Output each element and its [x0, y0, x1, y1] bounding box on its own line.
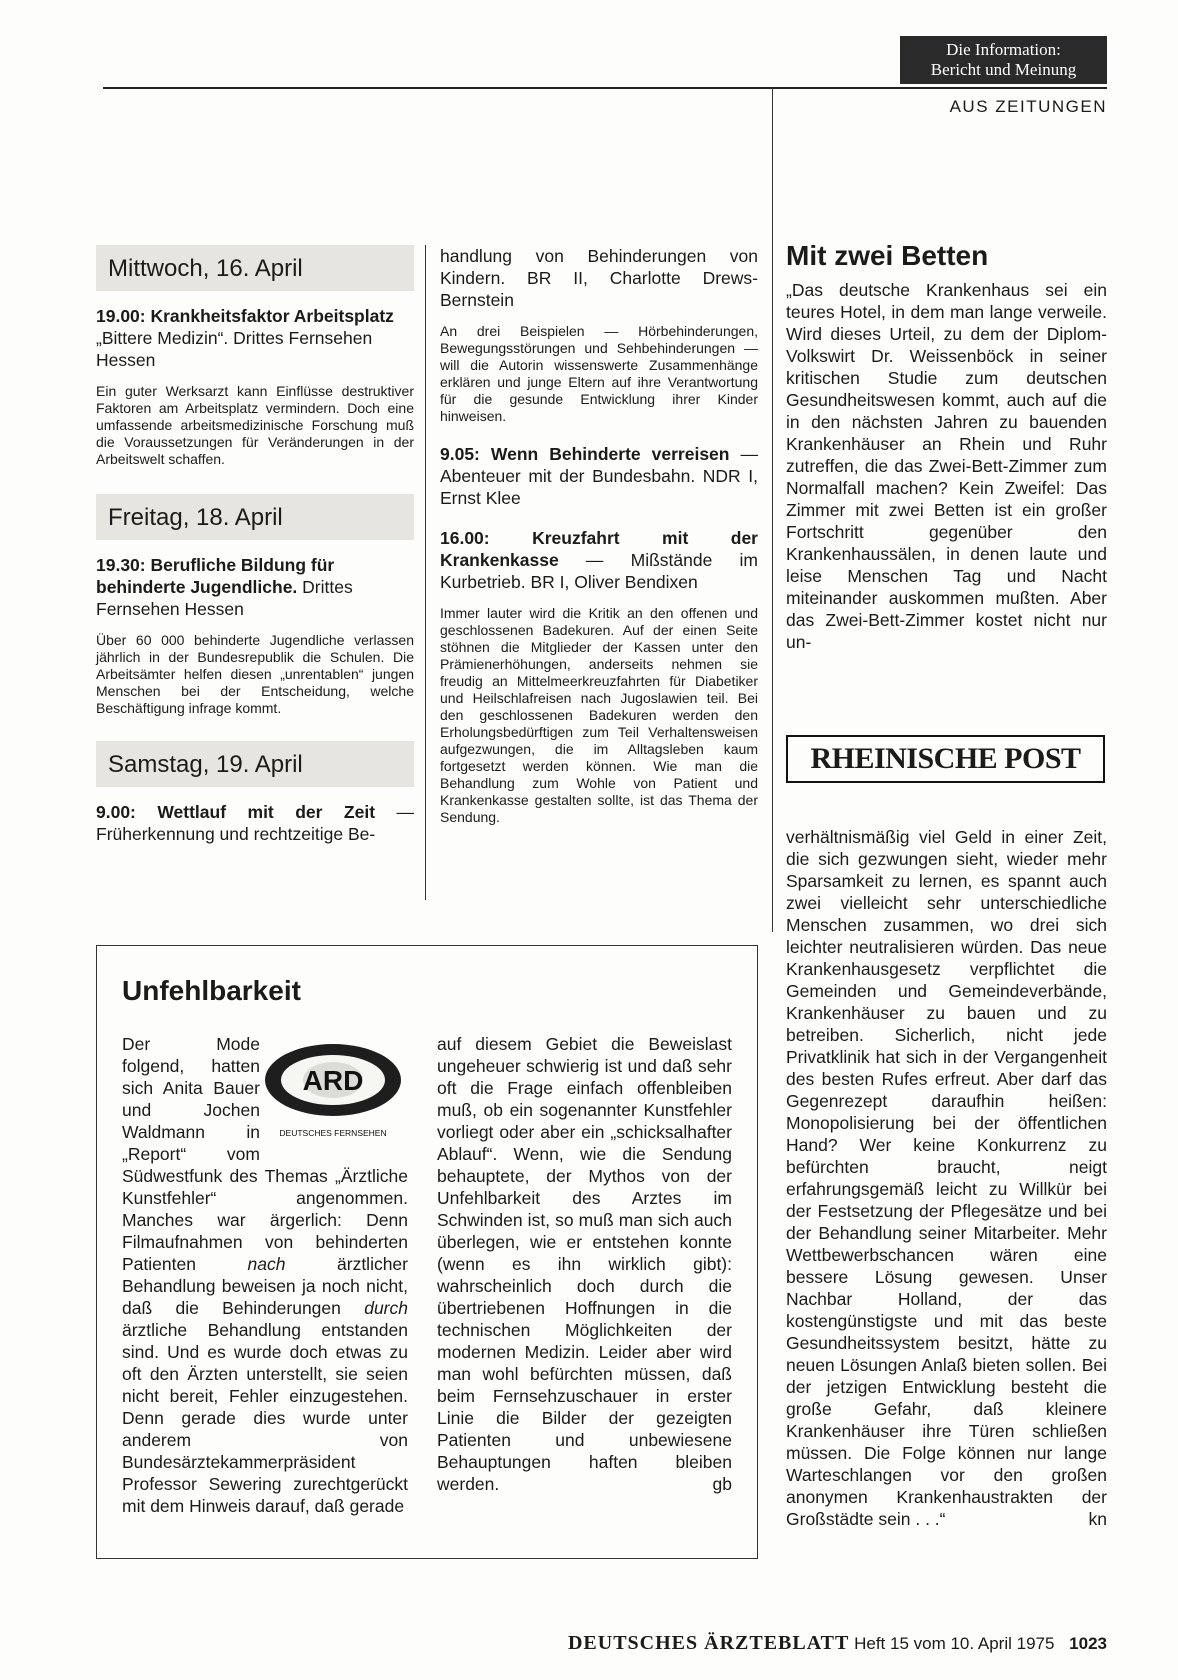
body-text-italic: nach: [247, 1254, 286, 1274]
body-text-italic: durch: [364, 1298, 408, 1318]
day-heading: Freitag, 18. April: [96, 494, 414, 540]
betten-article: [786, 240, 1107, 653]
body-text: ärztlicher Behandlung beweisen ja noch nicht, daß die Behinderungen: [122, 1254, 408, 1318]
column-divider-top: [772, 87, 773, 932]
logo-float-space: [260, 1033, 408, 1155]
day-heading: Mittwoch, 16. April: [96, 245, 414, 291]
rheinische-post-logo: RHEINISCHE POST: [786, 735, 1105, 783]
tv-entry-time-title: 19.30: Berufliche Bildung für behinderte Jugendliche.: [96, 555, 335, 597]
article-signature: gb: [712, 1474, 732, 1494]
tv-entry-time-title: 16.00: Kreuzfahrt mit der Krankenkasse: [440, 528, 758, 570]
ard-logo-text: ARD: [302, 1065, 364, 1096]
header-box: [900, 36, 1107, 84]
header-box-line2: Bericht und Meinung: [930, 60, 1077, 79]
tv-entry-channel: — Mißstände im Kurbetrieb. BR I, Oliver Bendixen: [440, 550, 758, 592]
article-body-part1: „Das deutsche Krankenhaus sei ein teures Hotel, in dem man lange verweile. Wird dieses Urteil, zu dem der Diplom-Volkswirt Dr. Weissenböck in seiner kritischen Studie zum deutschen Gesundheitswesen kommt, auch auf die in den nächsten Jahren zu bauenden Krankenhäuser an Rhein und Ruhr zutreffen, die das Zwei-Bett-Zimmer zum Normalfall machen? Kein Zweifel: Das Zimmer mit zwei Betten ist ein großer Fortschritt gegenüber den Krankenhaussälen, in denen laute und leise Menschen Tag und Nacht miteinander auskommen mußten. Aber das Zwei-Bett-Zimmer kostet nicht nur un-: [786, 280, 1107, 652]
tv-entry-title: [440, 527, 758, 593]
tv-entry-title: [96, 801, 414, 845]
header-box-line1: Die Information:: [946, 40, 1061, 59]
section-label: AUS ZEITUNGEN: [949, 97, 1107, 116]
header-rule: [103, 87, 1107, 89]
tv-entry-description: Ein guter Werksarzt kann Einflüsse destruktiver Faktoren am Arbeitsplatz vermindern. Doch eine umfassende arbeitsmedizinische Forschung muß die Voraussetzungen für Veränderungen in der Arbeitswelt schaffen.: [96, 383, 414, 467]
tv-entry-time-title: 9.05: Wenn Behinderte verreisen: [440, 444, 730, 464]
day-heading: Samstag, 19. April: [96, 741, 414, 787]
tv-column-1: [96, 245, 414, 845]
tv-entry-title: [96, 305, 414, 371]
unfehlbarkeit-column-1: [122, 1033, 408, 1517]
article-title: Unfehlbarkeit: [122, 975, 301, 1006]
tv-entry-title: [440, 443, 758, 509]
footer-issue: Heft 15 vom 10. April 1975: [854, 1634, 1055, 1653]
unfehlbarkeit-column-2: [437, 1033, 732, 1495]
tv-entry-channel: — Früherkennung und rechtzeitige Be-: [96, 802, 414, 844]
tv-entry-time-title: 19.00: Krankheitsfaktor Arbeitsplatz: [96, 306, 394, 326]
article-body-part2: [786, 826, 1107, 1530]
tv-entry-title: [96, 554, 414, 620]
tv-column-2: [440, 245, 758, 826]
tv-entry-channel: „Bittere Medizin“. Drittes Fernsehen Hessen: [96, 328, 373, 370]
tv-entry-time-title: 9.00: Wettlauf mit der Zeit: [96, 802, 376, 822]
tv-entry-continuation: handlung von Behinderungen von Kindern. BR II, Charlotte Drews-Bernstein: [440, 246, 758, 310]
tv-entry-channel: Drittes Fernsehen Hessen: [96, 577, 353, 619]
article-title: Mit zwei Betten: [786, 240, 989, 271]
tv-entry-channel: — Abenteuer mit der Bundesbahn. NDR I, Ernst Klee: [440, 444, 758, 508]
footer-page-number: 1023: [1069, 1634, 1107, 1653]
footer: [470, 1632, 1107, 1655]
ard-logo-subtitle: DEUTSCHES FERNSEHEN: [279, 1128, 387, 1138]
footer-brand: DEUTSCHES ÄRZTEBLATT: [567, 1632, 850, 1654]
body-text: ärztliche Behandlung entstanden sind. Und es wurde doch etwas zu oft den Ärzten unterstellt, sie seien nicht bereit, Fehler einzugestehen. Denn gerade dies wurde unter anderem von Bundesärztekammerpräsident Professor Sewering zurechtgerückt mit dem Hinweis darauf, daß gerade: [122, 1320, 408, 1516]
body-text: Der Mode folgend, hatten sich Anita Bauer und Jochen Waldmann in „Report“ vom Südwestfunk des Themas „Ärztliche Kunstfehler“ angenommen. Manches war ärgerlich: Denn Filmaufnahmen von behinderten Patienten: [122, 1034, 408, 1274]
article-body-part2-text: verhältnismäßig viel Geld in einer Zeit, die sich gezwungen sieht, wieder mehr Sparsamkeit zu lernen, es spannt auch zwei vielleicht sehr unterschiedliche Menschen zusammen, wo drei sich leichter neutralisieren würden. Das neue Krankenhausgesetz verpflichtet die Gemeinden und Gemeindeverbände, Krankenhäuser zu bauen und zu betreiben. Sicherlich, nicht jede Privatklinik hat sich in der Vergangenheit des besten Rufes erfreut. Aber darf das Gegenrezept daraufhin heißen: Monopolisierung bei der öffentlichen Hand? Wer keine Konkurrenz zu befürchten braucht, neigt erfahrungsgemäß leicht zu Willkür bei der Festsetzung der Pflegesätze und bei der Behandlung seiner Mitarbeiter. Mehr Wettbewerbschancen wären eine bessere Lösung gewesen. Unser Nachbar Holland, der das kostengünstigste und mit das beste Gesundheitssystem besitzt, hätte zu neuen Lösungen Anlaß bieten sollen. Bei der jetzigen Entwicklung besteht die große Gefahr, daß kleinere Krankenhäuser ihre Türen schließen müssen. Die Folge können nur lange Warteschlangen vor den großen anonymen Krankenhaustrakten der Großstädte sein . . .“: [786, 827, 1107, 1529]
body-text: auf diesem Gebiet die Beweislast ungeheuer schwierig ist und daß sehr oft die Frage einfach offenbleiben muß, ob ein sogenannter Kunstfehler vorliegt oder aber ein „schicksalhafter Ablauf“. Wenn, wie die Sendung behauptete, der Mythos von der Unfehlbarkeit des Arztes im Schwinden ist, so muß man sich auch überlegen, wie er entstehen konnte (wenn es ihn wirklich gibt): wahrscheinlich doch durch die übertriebenen Hoffnungen in die technischen Möglichkeiten der modernen Medizin. Leider aber wird man wohl befürchten müssen, daß beim Fernsehzuschauer in erster Linie die Bilder der gezeigten Patienten und unbewiesene Behauptungen haften bleiben werden.: [437, 1034, 732, 1494]
tv-entry-description: Über 60 000 behinderte Jugendliche verlassen jährlich in der Bundesrepublik die Schulen. Die Arbeitsämter helfen diesen „unrentablen“ jungen Menschen bei der Entscheidung, welche Beschäftigung infrage kommt.: [96, 632, 414, 716]
tv-entry-description: Immer lauter wird die Kritik an den offenen und geschlossenen Badekuren. Auf der einen Seite stöhnen die Mitglieder der Kassen unter den Prämienerhöhungen, anderseits nehmen sie freudig an Mittelmeerkreuzfahrten für Diabetiker und Heilschlafreisen nach Jugoslawien teil. Bei den geschlossenen Badekuren werden den Erholungsbedürftigen zum Teil Verhaltensweisen aufgezwungen, die im Alltagsleben kaum fortgesetzt werden können. Wie man die Behandlung zum Wohle von Patient und Krankenkasse gestalten sollte, ist das Thema der Sendung.: [440, 605, 758, 825]
tv-entry-description: An drei Beispielen — Hörbehinderungen, Bewegungsstörungen und Sehbehinderungen — will die Autorin wissenswerte Zusammenhänge erklären und junge Eltern auf ihre Verantwortung für die gesunde Entwicklung ihrer Kinder hinweisen.: [440, 323, 758, 424]
article-signature: kn: [1088, 1509, 1107, 1529]
tv-column-divider: [425, 245, 426, 900]
